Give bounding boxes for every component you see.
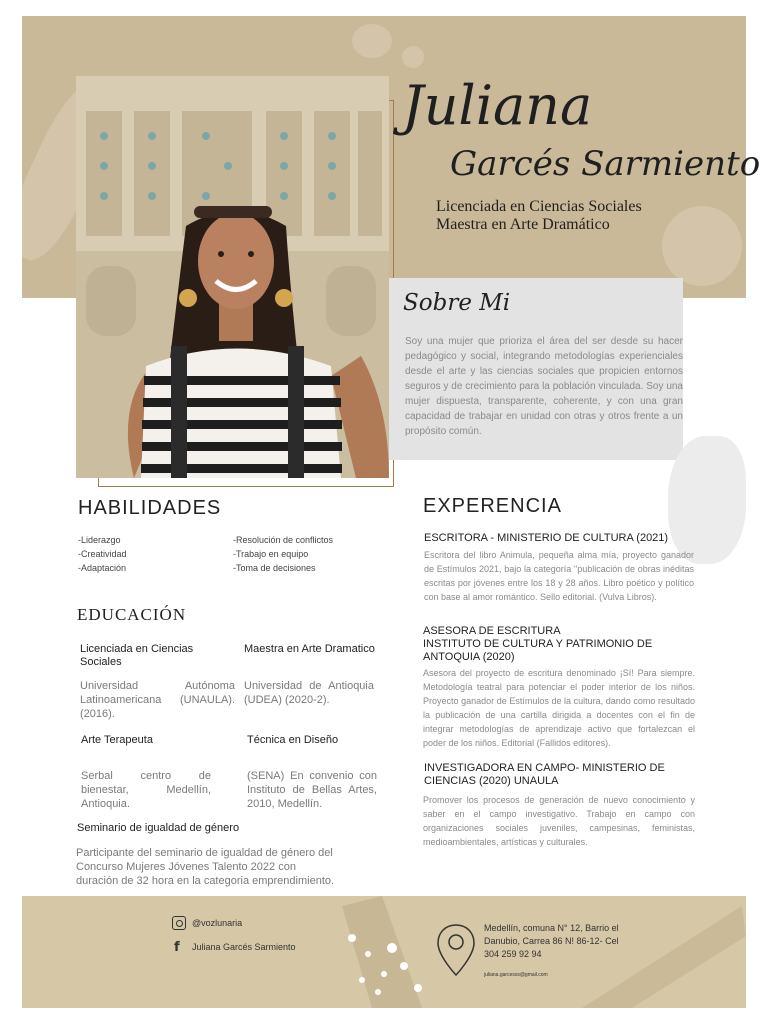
education-item-title: Técnica en Diseño xyxy=(247,734,339,746)
decorative-splash xyxy=(662,206,742,286)
skills-list-left xyxy=(78,533,127,575)
experience-heading: EXPERENCIA xyxy=(423,495,562,517)
education-item-title: Licenciada en Ciencias Sociales xyxy=(80,643,194,668)
skill-item: -Creatividad xyxy=(78,549,127,559)
seminar-title: Seminario de igualdad de género xyxy=(77,822,240,834)
skills-list-right xyxy=(233,533,333,575)
experience-item-body: Asesora del proyecto de escritura denominado ¡Sí! Para siempre. Metodología teatral para potenciar el poder interior de los niños. Proyecto ganador de Estímulos de la cultura, dando como resultado la publicación de una cartilla dirigida a docentes con el fin de integrar metodologías de aprendizaje activo que fortalezcan el poder de los niños. Editorial (Fallidos editores). xyxy=(423,668,695,748)
facebook-icon[interactable]: f xyxy=(174,940,180,955)
education-item-body: Universidad de Antioquia (UDEA) (2020-2). xyxy=(244,680,374,706)
experience-item-body: Escritora del libro Animula, pequeña alma mía, proyecto ganador de Estímulos 2021, bajo la categoría "publicación de obras inéditas escritas por jóvenes entre los 18 y 28 años. Libro poético y político con base al amor romántico. Sello editorial. (Vulva Libros). xyxy=(424,550,694,602)
skills-heading: HABILIDADES xyxy=(78,497,222,519)
skill-item: -Liderazgo xyxy=(78,535,121,545)
address-text: Medellín, comuna N° 12, Barrio el Danubio, Carrea 86 N! 86-12- Cel 304 259 92 94 xyxy=(484,923,619,959)
seminar-body: Participante del seminario de igualdad de género del Concurso Mujeres Jóvenes Talento 2022 con duración de 32 hora en la categoria emprendimiento. xyxy=(76,847,335,887)
education-item-body: Serbal centro de bienestar, Medellín, Antioquia. xyxy=(81,770,211,810)
skill-item: -Toma de decisiones xyxy=(233,563,316,573)
about-title: Sobre Mi xyxy=(403,290,511,316)
footer-band xyxy=(22,896,746,1008)
email-text[interactable]: juliana.garcesss@gmail.com xyxy=(484,972,548,978)
location-pin-icon xyxy=(436,923,476,977)
name-last: Garcés Sarmiento xyxy=(450,144,761,184)
experience-item-title: ASESORA DE ESCRITURA INSTITUTO DE CULTURA Y PATRIMONIO DE ANTOQUIA (2020) xyxy=(423,625,653,663)
footer-decoration xyxy=(22,896,746,1008)
subtitle-line: Maestra en Arte Dramático xyxy=(436,216,610,233)
education-item-body: (SENA) En convenio con Instituto de Bellas Artes, 2010, Medellín. xyxy=(247,770,377,810)
profile-photo xyxy=(76,76,389,478)
skill-item: -Trabajo en equipo xyxy=(233,549,309,559)
decorative-splash xyxy=(352,24,392,58)
experience-item-title: ESCRITORA - MINISTERIO DE CULTURA (2021) xyxy=(424,532,669,544)
education-heading: EDUCACIÓN xyxy=(77,605,187,624)
name-first: Juliana xyxy=(402,74,593,137)
education-item-title: Arte Terapeuta xyxy=(81,734,153,746)
professional-subtitle xyxy=(436,198,642,234)
education-item-title: Maestra en Arte Dramatico xyxy=(244,643,375,655)
instagram-handle[interactable]: @vozlunaria xyxy=(192,918,243,928)
about-text: Soy una mujer que prioriza el área del ser desde su hacer pedagógico y social, integrando metodologías experienciales desde el arte y las ciencias sociales que propicien entornos seguros y de crecimiento para la población vinculada. Soy una mujer dispuesta, transparente, coherente, y con una gran capacidad de trabajar en unidad con otras y otros frente a un propósito común. xyxy=(405,336,683,437)
decorative-splash xyxy=(402,46,424,68)
experience-item-title: INVESTIGADORA EN CAMPO- MINISTERIO DE CIENCIAS (2020) UNAULA xyxy=(424,762,665,787)
facebook-name[interactable]: Juliana Garcés Sarmiento xyxy=(192,942,296,952)
skill-item: -Resolución de conflictos xyxy=(233,535,334,545)
about-section xyxy=(389,278,683,460)
instagram-icon[interactable] xyxy=(172,916,186,930)
subtitle-line: Licenciada en Ciencias Sociales xyxy=(436,198,642,215)
experience-item-body: Promover los procesos de generación de nuevo conocimiento y saber en el campo investigativo. Trabajo en campo con organizaciones sociales juveniles, campesinas, feministas, medioambientales, artísticas y culturales. xyxy=(423,795,695,847)
education-item-body: Universidad Autónoma Latinoamericana (UNAULA). (2016). xyxy=(80,680,235,720)
skill-item: -Adaptación xyxy=(78,563,127,573)
